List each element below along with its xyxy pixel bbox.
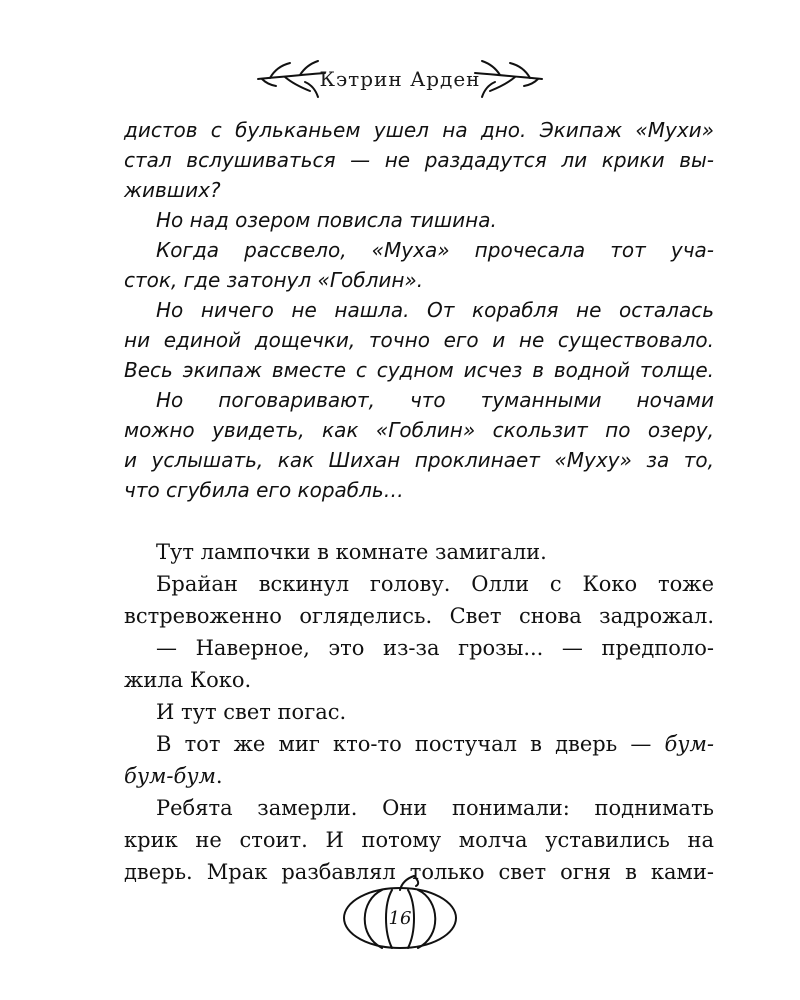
text-line: жила Коко. <box>124 668 252 692</box>
text-run: В тот же миг кто-то постучал в дверь — <box>156 732 665 756</box>
italic-text-run: бум- <box>664 732 714 756</box>
author-name: Кэтрин Арден <box>319 67 481 91</box>
text-line: что сгубила его корабль… <box>124 478 404 502</box>
text-line: Весь экипаж вместе с судном исчез в водной толще. <box>124 358 714 382</box>
running-header <box>0 55 800 105</box>
italic-text-run: бум-бум <box>124 764 216 788</box>
text-line: Но ничего не нашла. От корабля не осталась <box>156 298 714 322</box>
page-number: 16 <box>388 908 412 929</box>
text-line: ни единой дощечки, точно его и не существовало. <box>124 328 714 352</box>
text-line: живших? <box>124 178 221 202</box>
text-line: Но над озером повисла тишина. <box>156 208 497 232</box>
text-line: Когда рассвело, «Муха» прочесала тот уча- <box>156 238 714 262</box>
text-line: Тут лампочки в комнате замигали. <box>156 540 547 564</box>
text-line: Ребята замерли. Они понимали: поднимать <box>156 796 714 820</box>
text-line: можно увидеть, как «Гоблин» скользит по озеру, <box>124 418 714 442</box>
text-line: Но поговаривают, что туманными ночами <box>156 388 714 412</box>
text-line <box>124 730 714 758</box>
text-line: И тут свет погас. <box>156 700 347 724</box>
text-line: — Наверное, это из-за грозы... — предполо- <box>156 636 714 660</box>
text-line: Брайан вскинул голову. Олли с Коко тоже <box>156 572 714 596</box>
text-line: сток, где затонул «Гоблин». <box>124 268 424 292</box>
text-run: . <box>215 764 223 788</box>
text-line: дверь. Мрак разбавлял только свет огня в ками- <box>124 860 714 884</box>
text-line <box>124 762 714 790</box>
text-line: и услышать, как Шихан проклинает «Муху» за то, <box>124 448 714 472</box>
text-line: крик не стоит. И потому молча уставились на <box>124 828 714 852</box>
text-line: встревоженно огляделись. Свет снова задрожал. <box>124 604 714 628</box>
text-line: дистов с бульканьем ушел на дно. Экипаж «Мухи» <box>124 118 714 142</box>
text-line: стал вслушиваться — не раздадутся ли крики вы- <box>124 148 714 172</box>
